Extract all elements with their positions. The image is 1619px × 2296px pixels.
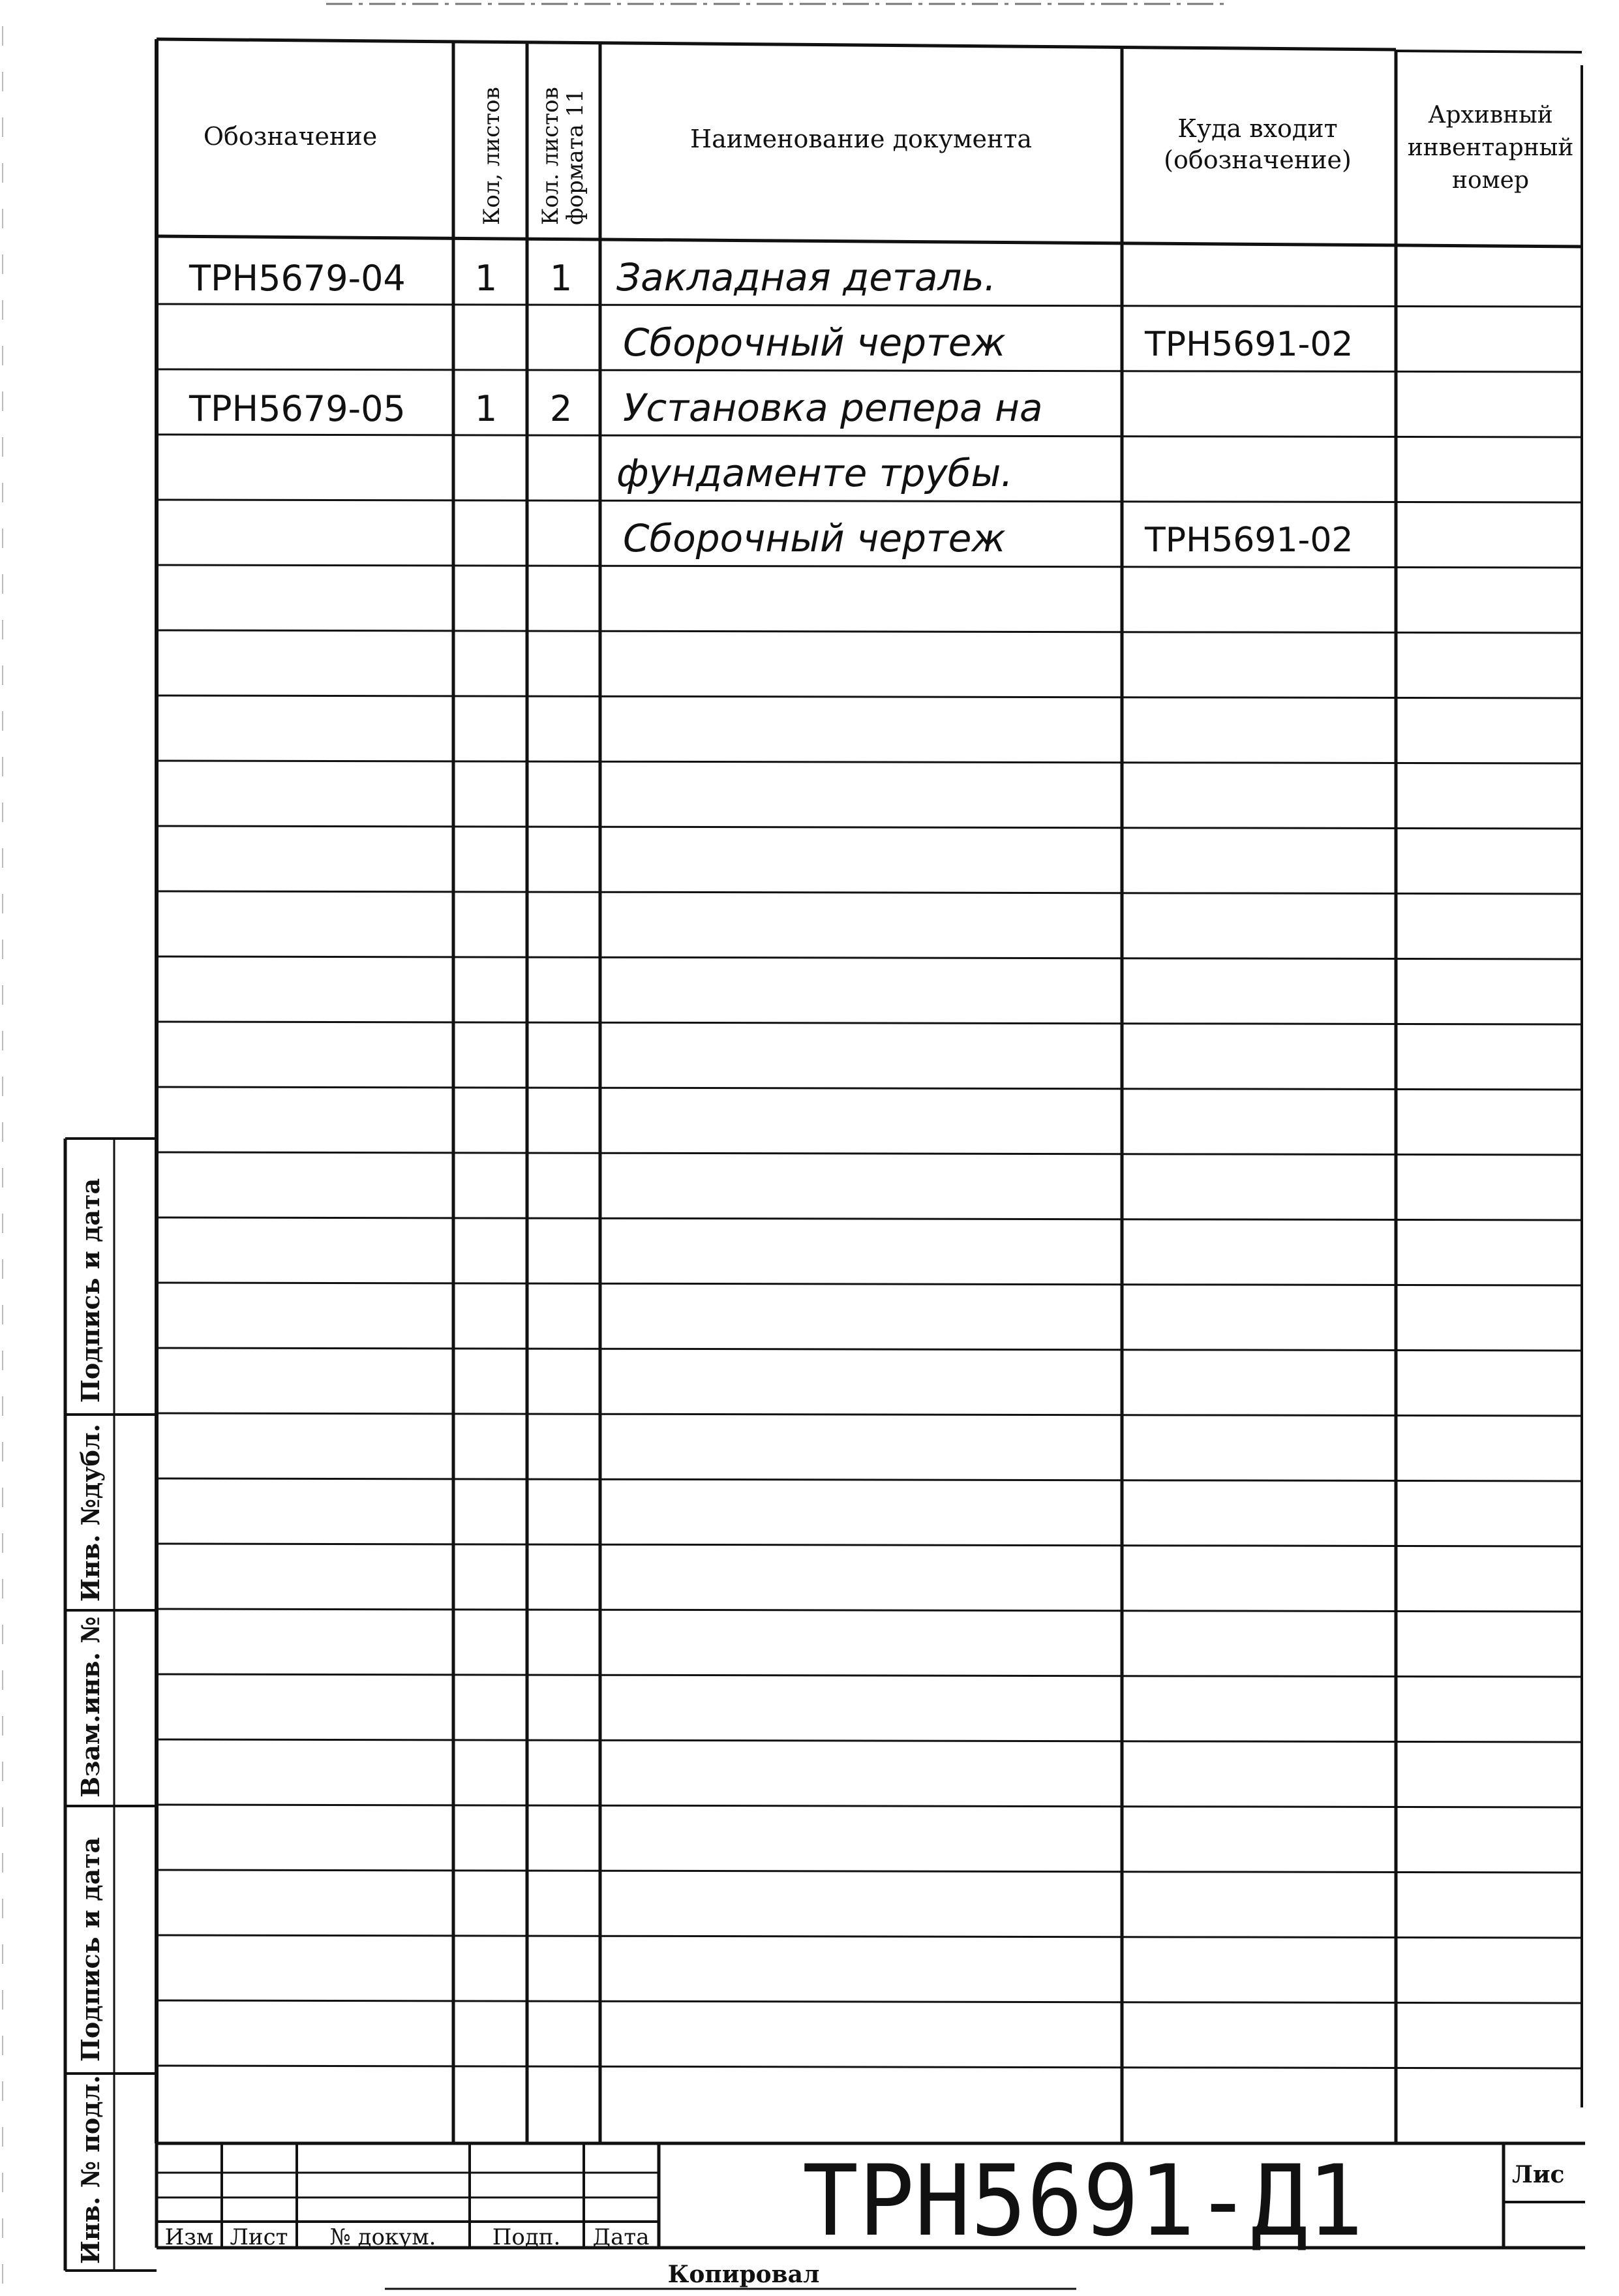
row-designation: ТРН5679-04 [189, 258, 406, 299]
header-archive-line1: Архивный [1428, 102, 1553, 129]
header-archive-line2: инвентарный [1407, 134, 1574, 161]
footer-copied: Копировал [667, 2261, 820, 2288]
row-name: Сборочный чертеж [623, 516, 1006, 560]
table-row [623, 320, 1354, 365]
title-block-labels [165, 2145, 1565, 2258]
header-sheets-a11-line2: формата 11 [562, 89, 588, 225]
header-where-line2: (обозначение) [1164, 145, 1352, 174]
side-interchange: Взам.инв. № [76, 1616, 105, 1798]
side-inv-original: Инв. № подл. [76, 2075, 105, 2264]
side-inv-dup: Инв. №дубл. [76, 1424, 105, 1602]
table-header [204, 87, 1574, 225]
row-name: Установка репера на [623, 386, 1043, 430]
tb-sheet-label: Лис [1512, 2161, 1565, 2188]
table-row [189, 386, 1043, 430]
row-where: ТРН5691-02 [1145, 325, 1354, 364]
side-stamp-labels [76, 1178, 105, 2264]
tb-sheet: Лист [230, 2224, 288, 2250]
row-designation: ТРН5679-05 [189, 388, 406, 429]
header-designation: Обозначение [203, 122, 378, 151]
row-sheets-a11: 2 [549, 388, 573, 429]
tb-change: Изм [164, 2224, 214, 2250]
tb-doc: № докум. [329, 2224, 436, 2250]
row-where: ТРН5691-02 [1145, 521, 1354, 560]
header-sheets: Кол, листов [479, 87, 505, 225]
row-sheets-a11: 1 [549, 258, 573, 299]
header-sheets-a11-line1: Кол. листов [537, 87, 564, 225]
row-rules [157, 304, 1582, 2068]
row-sheets: 1 [474, 388, 498, 429]
tb-date: Дата [592, 2224, 650, 2250]
document-code: ТРН5691-Д1 [802, 2145, 1363, 2258]
row-name: Сборочный чертеж [623, 320, 1006, 365]
table-row [616, 451, 1013, 495]
row-name: фундаменте трубы. [616, 451, 1013, 495]
header-name: Наименование документа [689, 125, 1033, 153]
header-archive-line3: номер [1451, 167, 1530, 194]
header-where-line1: Куда входит [1177, 114, 1338, 143]
side-sign-date-2: Подпись и дата [76, 1837, 105, 2062]
tb-sign: Подп. [492, 2224, 561, 2250]
side-sign-date-1: Подпись и дата [76, 1178, 105, 1403]
table-body [189, 255, 1354, 560]
table-row [623, 516, 1354, 560]
table-row [189, 255, 996, 299]
row-sheets: 1 [474, 258, 498, 299]
row-name: Закладная деталь. [616, 255, 997, 299]
